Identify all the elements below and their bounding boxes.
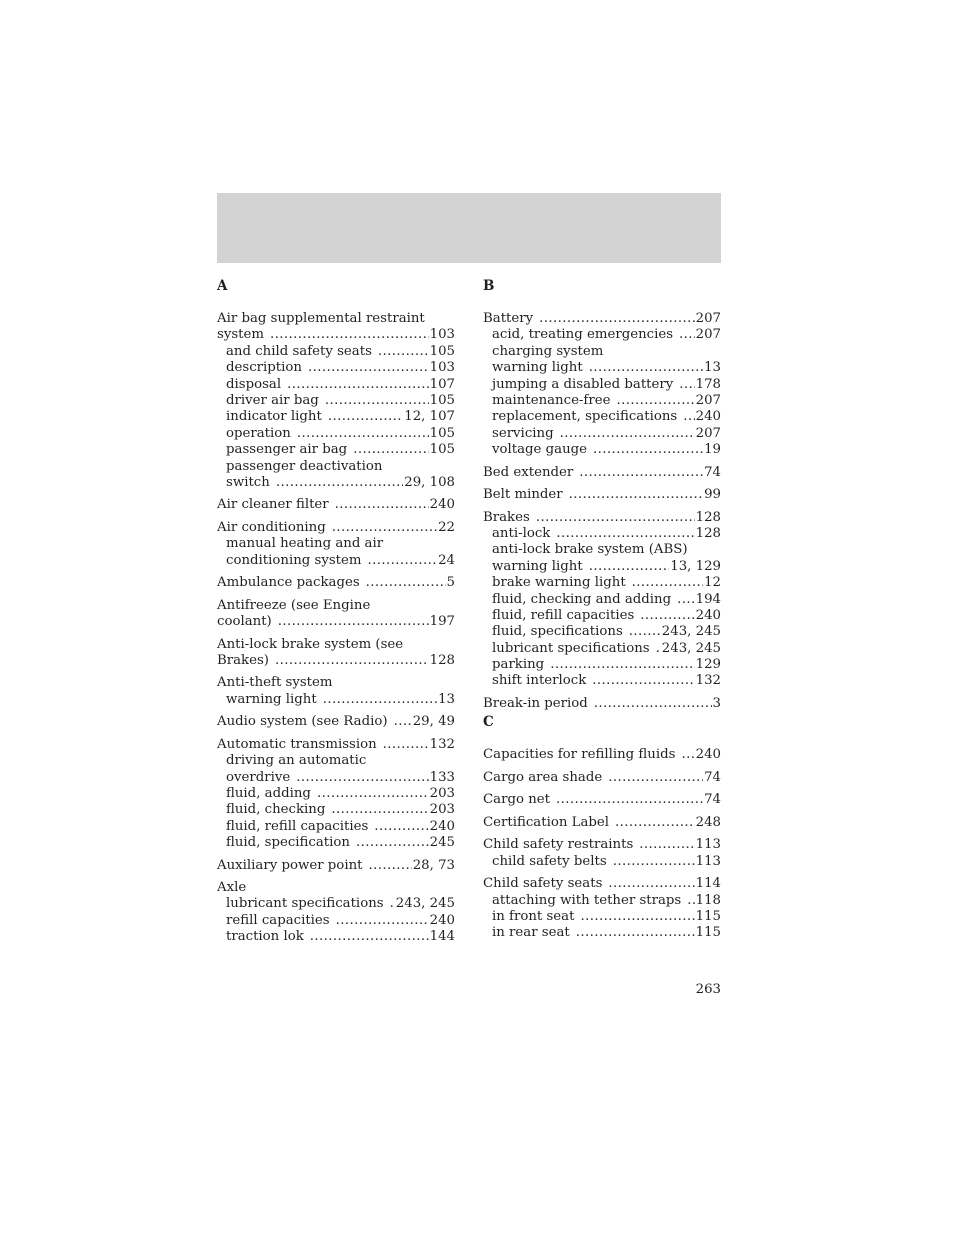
index-subentry	[483, 542, 721, 558]
dot-leader	[589, 360, 703, 376]
page-reference: 203	[429, 802, 455, 818]
index-term	[217, 575, 455, 591]
index-subentry	[217, 426, 455, 442]
page-reference: 28, 73	[412, 857, 455, 873]
dot-leader	[270, 327, 429, 343]
entry-text: driver air bag	[226, 392, 319, 408]
entry-text: servicing	[492, 425, 554, 441]
index-subentry	[217, 896, 455, 912]
entry-text: conditioning system	[226, 552, 362, 568]
index-subentry	[217, 553, 455, 569]
page-reference: 103	[429, 360, 455, 376]
dot-leader	[276, 475, 403, 491]
entry-text: passenger air bag	[226, 442, 348, 458]
dot-leader	[331, 802, 428, 818]
page-reference: 240	[429, 912, 455, 928]
dot-leader	[608, 770, 703, 786]
entry-text: warning light	[492, 360, 583, 376]
dot-leader	[556, 526, 694, 542]
entry-text: fluid, specification	[226, 835, 350, 851]
index-subentry	[483, 592, 721, 608]
index-subentry	[483, 409, 721, 425]
index-term	[217, 653, 455, 669]
entry-text: fluid, refill capacities	[226, 818, 369, 834]
page-reference: 105	[429, 392, 455, 408]
page-reference: 114	[695, 876, 721, 892]
entry-text: Axle	[217, 880, 247, 896]
page-reference: 74	[704, 464, 721, 480]
page-reference: 115	[695, 925, 721, 941]
index-column-left	[217, 276, 455, 946]
page-reference: 29, 108	[404, 474, 455, 490]
entry-text: Audio system (see Radio)	[217, 714, 388, 730]
index-term	[483, 747, 721, 763]
dot-leader	[374, 819, 428, 835]
index-entry	[483, 487, 721, 503]
index-term	[217, 614, 455, 630]
entry-text: anti-lock	[492, 525, 551, 541]
page-reference: 105	[429, 425, 455, 441]
entry-text: Capacities for refilling fluids	[483, 747, 676, 763]
index-subentry	[483, 377, 721, 393]
index-entry	[483, 747, 721, 763]
dot-leader	[608, 876, 694, 892]
dot-leader	[613, 854, 695, 870]
index-entry	[217, 575, 455, 591]
dot-leader	[593, 442, 703, 458]
index-term	[483, 311, 721, 327]
dot-leader	[679, 327, 695, 343]
dot-leader	[356, 835, 429, 851]
index-entry	[483, 815, 721, 831]
dot-leader	[580, 909, 694, 925]
entry-text: charging system	[492, 343, 604, 359]
index-entry	[217, 497, 455, 513]
page-reference: 24	[438, 552, 455, 568]
entry-text: Ambulance packages	[217, 575, 360, 591]
page-reference: 248	[695, 814, 721, 830]
dot-leader	[632, 575, 703, 591]
page-reference: 115	[695, 908, 721, 924]
dot-leader	[556, 792, 703, 808]
page-reference: 118	[695, 892, 721, 908]
index-term	[483, 510, 721, 526]
entry-text: operation	[226, 425, 291, 441]
page-reference: 197	[429, 614, 455, 630]
index-subentry	[217, 819, 455, 835]
page-reference: 144	[429, 929, 455, 945]
index-term	[217, 497, 455, 513]
index-term	[483, 696, 721, 712]
index-subentry	[217, 692, 455, 708]
page-reference: 207	[695, 311, 721, 326]
dot-leader	[679, 377, 694, 393]
entry-text: Break-in period	[483, 695, 588, 711]
dot-leader	[616, 393, 694, 409]
dot-leader	[328, 409, 403, 425]
entry-text: and child safety seats	[226, 343, 372, 359]
dot-leader	[378, 344, 429, 360]
index-subentry	[483, 624, 721, 640]
page-reference: 107	[429, 376, 455, 392]
index-term	[217, 327, 455, 343]
index-subentry	[217, 442, 455, 458]
entry-text: Air conditioning	[217, 519, 326, 535]
dot-leader	[332, 520, 437, 536]
page-reference: 194	[695, 591, 721, 607]
index-subentry	[217, 409, 455, 425]
index-entry	[217, 714, 455, 730]
page-reference: 22	[438, 519, 455, 535]
index-term	[483, 465, 721, 481]
index-subentry	[217, 929, 455, 945]
page-reference: 13	[704, 360, 721, 376]
page-number: 263	[695, 982, 721, 997]
entry-text: overdrive	[226, 769, 291, 785]
index-subentry	[483, 575, 721, 591]
dot-leader	[310, 929, 429, 945]
index-subentry	[483, 673, 721, 689]
entry-text: parking	[492, 657, 545, 673]
entry-text: Belt minder	[483, 487, 563, 503]
dot-leader	[639, 837, 694, 853]
index-term	[483, 815, 721, 831]
dot-leader	[592, 673, 694, 689]
entry-text: fluid, specifications	[492, 624, 623, 640]
entry-text: replacement, specifications	[492, 409, 678, 425]
index-subentry	[483, 657, 721, 673]
entry-text: Bed extender	[483, 464, 574, 480]
dot-leader	[317, 786, 429, 802]
dot-leader	[683, 409, 694, 425]
index-entry	[483, 792, 721, 808]
index-term	[483, 770, 721, 786]
entry-text: fluid, checking and adding	[492, 591, 672, 607]
index-entry	[217, 520, 455, 569]
entry-text: jumping a disabled battery	[492, 376, 674, 392]
dot-leader	[296, 770, 428, 786]
entry-text: Child safety seats	[483, 876, 603, 892]
entry-text: Child safety restraints	[483, 837, 634, 853]
entry-text: Air bag supplemental restraint	[217, 311, 425, 326]
index-entry	[483, 311, 721, 459]
entry-text: driving an automatic	[226, 753, 367, 769]
page-reference: 132	[429, 736, 455, 752]
page-reference: 19	[704, 442, 721, 458]
page-reference: 245	[429, 835, 455, 851]
index-subentry	[217, 835, 455, 851]
index-subentry	[217, 475, 455, 491]
index-entry	[217, 880, 455, 946]
entry-text: passenger deactivation	[226, 458, 383, 474]
page-reference: 240	[429, 818, 455, 834]
page-reference: 207	[695, 425, 721, 441]
page-reference: 3	[712, 695, 721, 711]
index-subentry	[483, 559, 721, 575]
entry-text: lubricant specifications	[226, 896, 384, 912]
dot-leader	[629, 624, 661, 640]
entry-text: warning light	[226, 691, 317, 707]
dot-leader	[594, 696, 712, 712]
dot-leader	[287, 377, 429, 393]
entry-text: voltage gauge	[492, 442, 588, 458]
page-reference: 207	[695, 392, 721, 408]
index-entry	[483, 876, 721, 942]
index-entry	[483, 837, 721, 870]
index-entry	[217, 598, 455, 631]
dot-leader	[394, 714, 412, 730]
entry-text: fluid, adding	[226, 785, 311, 801]
entry-text: child safety belts	[492, 853, 607, 869]
page-reference: 240	[695, 409, 721, 425]
page-reference: 113	[695, 853, 721, 869]
entry-text: brake warning light	[492, 575, 626, 591]
index-subentry	[483, 393, 721, 409]
page-reference: 103	[429, 327, 455, 343]
entry-text: Cargo area shade	[483, 769, 603, 785]
dot-leader	[560, 426, 695, 442]
index-entry	[217, 737, 455, 852]
entry-text: Auxiliary power point	[217, 857, 363, 873]
index-entry	[217, 311, 455, 491]
index-term	[483, 876, 721, 892]
dot-leader	[366, 575, 446, 591]
entry-text: indicator light	[226, 409, 322, 425]
dot-leader	[308, 360, 429, 376]
dot-leader	[615, 815, 695, 831]
page-reference: 105	[429, 343, 455, 359]
page-reference: 128	[429, 652, 455, 668]
entry-text: manual heating and air	[226, 536, 384, 552]
header-band	[217, 193, 721, 263]
dot-leader	[367, 553, 437, 569]
entry-text: coolant)	[217, 614, 272, 630]
dot-leader	[368, 858, 411, 874]
entry-text: Brakes)	[217, 652, 269, 668]
entry-text: fluid, refill capacities	[492, 607, 635, 623]
page-reference: 128	[695, 509, 721, 525]
page-reference: 74	[704, 792, 721, 808]
index-subentry	[483, 327, 721, 343]
entry-text: switch	[226, 474, 270, 490]
index-column-right	[483, 276, 721, 942]
entry-text: description	[226, 360, 302, 376]
index-subentry	[483, 360, 721, 376]
page-reference: 243, 245	[395, 896, 455, 912]
page-reference: 243, 245	[661, 624, 721, 640]
entry-text: Cargo net	[483, 792, 550, 808]
entry-text: Certification Label	[483, 814, 610, 830]
entry-text: refill capacities	[226, 912, 330, 928]
dot-leader	[681, 747, 694, 763]
entry-text: traction lok	[226, 929, 304, 945]
index-term	[483, 837, 721, 853]
dot-leader	[656, 641, 661, 657]
index-term	[217, 737, 455, 753]
dot-leader	[275, 653, 429, 669]
index-term	[217, 598, 455, 614]
index-subentry	[217, 393, 455, 409]
dot-leader	[383, 737, 429, 753]
page-reference: 13	[438, 691, 455, 707]
dot-leader	[336, 913, 429, 929]
dot-leader	[550, 657, 694, 673]
dot-leader	[539, 311, 694, 327]
page-reference: 99	[704, 487, 721, 503]
index-subentry	[217, 344, 455, 360]
index-subentry	[217, 360, 455, 376]
index-term	[217, 637, 455, 653]
entry-text: fluid, checking	[226, 802, 326, 818]
index-subentry	[217, 913, 455, 929]
index-entry	[483, 770, 721, 786]
index-subentry	[483, 608, 721, 624]
page-reference: 105	[429, 442, 455, 458]
index-subentry	[483, 344, 721, 360]
entry-text: maintenance-free	[492, 392, 611, 408]
index-subentry	[483, 925, 721, 941]
index-entry	[483, 465, 721, 481]
entry-text: acid, treating emergencies	[492, 327, 674, 343]
dot-leader	[589, 559, 670, 575]
dot-leader	[576, 925, 695, 941]
dot-leader	[323, 692, 437, 708]
index-subentry	[483, 893, 721, 909]
entry-text: lubricant specifications	[492, 640, 650, 656]
entry-text: Air cleaner filter	[217, 497, 329, 513]
page-reference: 74	[704, 769, 721, 785]
entry-text: Anti-theft system	[217, 675, 333, 691]
dot-leader	[278, 614, 429, 630]
page-reference: 207	[695, 327, 721, 343]
page-reference: 5	[446, 575, 455, 591]
page-reference: 240	[695, 607, 721, 623]
page-reference: 29, 49	[412, 714, 455, 730]
index-subentry	[483, 909, 721, 925]
index-subentry	[483, 442, 721, 458]
section-letter: C	[483, 714, 494, 731]
index-subentry	[217, 536, 455, 552]
page-reference: 243, 245	[661, 640, 721, 656]
page-reference: 129	[695, 657, 721, 673]
index-term	[217, 858, 455, 874]
entry-text: in rear seat	[492, 925, 570, 941]
index-subentry	[217, 377, 455, 393]
index-term	[483, 487, 721, 503]
dot-leader	[579, 465, 703, 481]
dot-leader	[569, 487, 703, 503]
page-reference: 12, 107	[404, 409, 455, 425]
page-reference: 132	[695, 673, 721, 689]
dot-leader	[677, 592, 695, 608]
entry-text: Anti-lock brake system (see	[217, 636, 404, 652]
entry-text: in front seat	[492, 908, 575, 924]
page-reference: 128	[695, 525, 721, 541]
index-term	[217, 520, 455, 536]
dot-leader	[640, 608, 694, 624]
page-reference: 13, 129	[670, 558, 721, 574]
index-entry	[217, 637, 455, 670]
index-subentry	[483, 854, 721, 870]
index-subentry	[217, 802, 455, 818]
index-subentry	[483, 426, 721, 442]
entry-text: warning light	[492, 558, 583, 574]
index-term	[217, 880, 455, 896]
index-entry	[217, 858, 455, 874]
entry-text: shift interlock	[492, 673, 587, 689]
index-term	[217, 675, 455, 691]
section-letter: A	[217, 278, 228, 294]
index-subentry	[217, 459, 455, 475]
dot-leader	[335, 497, 429, 513]
entry-text: anti-lock brake system (ABS)	[492, 542, 688, 558]
index-entry	[483, 510, 721, 690]
index-term	[217, 311, 455, 327]
entry-text: Brakes	[483, 509, 530, 525]
index-term	[217, 714, 455, 730]
dot-leader	[390, 896, 395, 912]
entry-text: Antifreeze (see Engine	[217, 597, 371, 613]
page-reference: 12	[704, 575, 721, 591]
index-subentry	[217, 753, 455, 769]
dot-leader	[687, 893, 694, 909]
index-entry	[483, 696, 721, 712]
index-subentry	[483, 526, 721, 542]
dot-leader	[297, 426, 429, 442]
entry-text: Battery	[483, 311, 534, 326]
dot-leader	[325, 393, 429, 409]
entry-text: system	[217, 327, 264, 343]
page-reference: 240	[429, 497, 455, 513]
index-subentry	[217, 770, 455, 786]
index-term	[483, 792, 721, 808]
index-entry	[217, 675, 455, 708]
page-reference: 203	[429, 785, 455, 801]
dot-leader	[353, 442, 428, 458]
entry-text: disposal	[226, 376, 282, 392]
page-reference: 113	[695, 837, 721, 853]
section-letter: B	[483, 278, 495, 294]
index-subentry	[217, 786, 455, 802]
page-reference: 240	[695, 747, 721, 763]
page-reference: 178	[695, 376, 721, 392]
index-subentry	[483, 641, 721, 657]
entry-text: attaching with tether straps	[492, 892, 682, 908]
page-reference: 133	[429, 769, 455, 785]
entry-text: Automatic transmission	[217, 736, 377, 752]
dot-leader	[536, 510, 695, 526]
